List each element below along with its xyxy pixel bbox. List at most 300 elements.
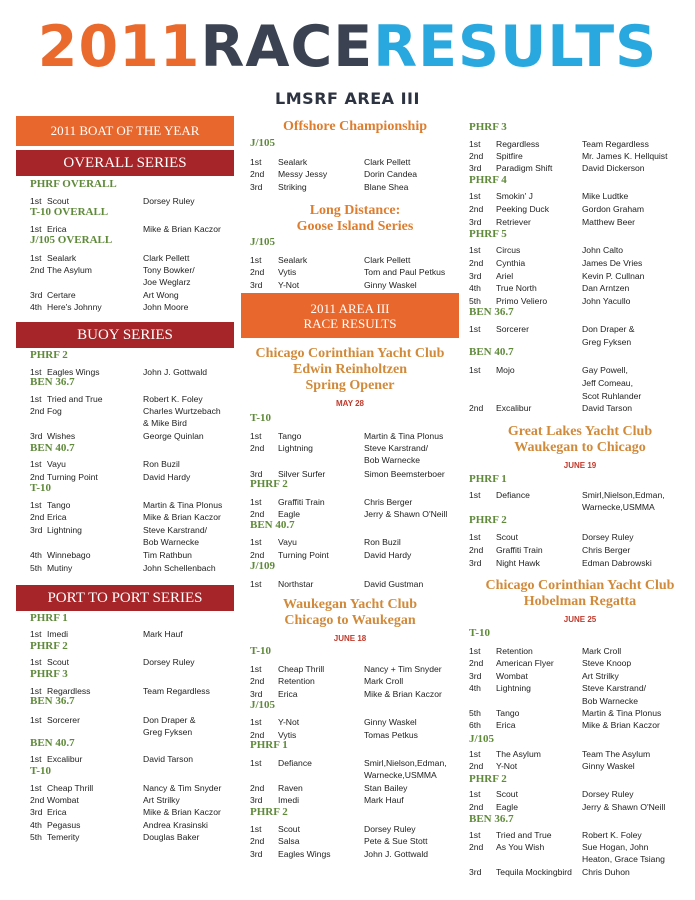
result-place: 4th [30,820,42,830]
class-heading: PHRF 3 [469,121,507,133]
result-crew: Edman Dabrowski [582,558,652,568]
result-place: 4th [30,302,42,312]
result-crew: Mike & Brian Kaczor [143,224,221,234]
result-crew: Clark Pellett [143,253,190,263]
result-boat-name: Regardless [47,686,91,696]
wk2chi-title [466,440,694,474]
result-crew: Blane Shea [364,182,409,192]
class-heading: PHRF 1 [469,473,507,485]
result-crew: John J. Gottwald [364,849,429,859]
result-crew: Charles Wurtzebach [143,406,221,416]
result-crew: Dorin Candea [364,169,418,179]
result-boat-name: Mojo [496,365,515,375]
date-badge: JUNE 19 [563,461,597,470]
result-place: 2nd [250,443,265,453]
header-subtitle: LMSRF AREA III [275,89,420,108]
result-place: 2nd [250,676,265,686]
result-boat-name: Primo Veliero [496,296,548,306]
result-place: 2nd [250,783,265,793]
date-badge: JUNE 18 [333,634,367,643]
chi2wk-title [240,613,460,647]
area-title-line1: 2011 AREA III [310,301,390,316]
ccyc-title: Chicago Corinthian Yacht Club [255,346,445,361]
result-crew: Team The Asylum [582,749,651,759]
result-place: 2nd [30,406,45,416]
result-place: 1st [30,253,42,263]
result-crew: Bob Warnecke [582,696,639,706]
goose-title: Goose Island Series [296,219,414,234]
result-crew: Warnecke,USMMA [582,502,655,512]
class-heading: PHRF 4 [469,174,507,186]
result-place: 2nd [469,658,484,668]
result-place: 1st [250,824,262,834]
result-crew: Bob Warnecke [364,455,421,465]
result-place: 1st [30,629,42,639]
result-place: 2nd [469,403,484,413]
result-place: 3rd [250,469,263,479]
class-heading: PHRF 5 [469,228,507,240]
result-boat-name: Eagles Wings [47,367,100,377]
result-boat-name: Vayu [47,459,66,469]
result-place: 1st [469,139,481,149]
result-boat-name: Erica [278,689,298,699]
result-place: 1st [469,830,481,840]
result-crew: Ron Buzil [143,459,180,469]
class-heading: J/105 [250,137,276,149]
result-place: 1st [250,717,262,727]
result-boat-name: Erica [47,512,67,522]
result-crew: Tom and Paul Petkus [364,267,446,277]
result-boat-name: Erica [496,720,516,730]
area-title-line2: RACE RESULTS [303,316,397,331]
result-crew: Chris Berger [364,497,413,507]
result-boat-name: Lightning [496,683,531,693]
result-place: 1st [30,500,42,510]
result-place: 1st [469,532,481,542]
result-crew: Martin & Tina Plonus [143,500,223,510]
result-crew: Dan Arntzen [582,283,630,293]
class-heading: PHRF 2 [469,514,507,526]
result-boat-name: Retriever [496,217,531,227]
result-boat-name: Eagle [496,802,518,812]
result-crew: Steve Knoop [582,658,632,668]
result-place: 1st [30,394,42,404]
result-boat-name: Scout [47,196,69,206]
result-boat-name: Here's Johnny [47,302,102,312]
result-crew: Sue Hogan, John [582,842,649,852]
result-boat-name: Regardless [496,139,540,149]
wyc-title: Waukegan Yacht Club [282,597,418,612]
result-crew: Scot Ruhlander [582,391,642,401]
result-boat-name: Wombat [496,671,528,681]
class-heading: T-10 [469,627,490,639]
result-boat-name: Night Hawk [496,558,540,568]
result-crew: Bob Warnecke [143,537,200,547]
result-place: 1st [250,157,262,167]
result-crew: Mike & Brian Kaczor [364,689,442,699]
class-heading: BEN 36.7 [30,376,75,388]
result-crew: Joe Weglarz [143,277,191,287]
result-place: 3rd [469,217,482,227]
offshore-title: Offshore Championship [282,119,428,134]
result-crew: Chris Berger [582,545,631,555]
result-crew: Mike & Brian Kaczor [143,807,221,817]
result-place: 3rd [250,182,263,192]
class-heading: PHRF 2 [250,806,288,818]
result-crew: Team Regardless [143,686,210,696]
result-place: 1st [469,789,481,799]
result-place: 5th [30,563,42,573]
class-heading: J/105 [469,733,495,745]
result-boat-name: Tried and True [496,830,552,840]
edwin-title: Edwin Reinholtzen [293,362,407,377]
class-heading: T-10 OVERALL [30,206,109,218]
chi2wk-title-text: Chicago to Waukegan [284,613,416,628]
result-crew: Douglas Baker [143,832,200,842]
result-boat-name: Erica [47,807,67,817]
result-boat-name: Fog [47,406,62,416]
result-crew: Dorsey Ruley [364,824,416,834]
result-boat-name: Mutiny [47,563,73,573]
result-place: 1st [469,646,481,656]
overall-series-banner: OVERALL SERIES [16,150,234,176]
result-crew: Dorsey Ruley [143,196,195,206]
result-place: 3rd [469,671,482,681]
result-place: 1st [250,537,262,547]
result-boat-name: Imedi [278,795,300,805]
result-crew: John J. Gottwald [143,367,208,377]
result-boat-name: Y-Not [278,280,300,290]
result-boat-name: The Asylum [47,265,92,275]
result-place: 3rd [469,867,482,877]
result-place: 3rd [30,807,43,817]
class-heading: PHRF 2 [250,478,288,490]
result-crew: Dorsey Ruley [582,789,634,799]
result-crew: Team Regardless [582,139,649,149]
result-place: 2nd [250,836,265,846]
result-boat-name: Sorcerer [496,324,529,334]
result-place: 3rd [469,271,482,281]
result-crew: Art Strilky [582,671,619,681]
result-place: 1st [30,657,42,667]
result-place: 2nd [250,169,265,179]
result-place: 2nd [469,258,484,268]
result-crew: Mike Ludtke [582,191,629,201]
result-boat-name: Cynthia [496,258,526,268]
result-boat-name: Wombat [47,795,79,805]
result-boat-name: Sorcerer [47,715,80,725]
result-place: 1st [250,664,262,674]
result-place: 1st [250,579,262,589]
result-boat-name: Silver Surfer [278,469,326,479]
result-boat-name: Peeking Duck [496,204,550,214]
result-place: 1st [250,431,262,441]
result-boat-name: Retention [496,646,533,656]
longdist-title: Long Distance: [309,203,401,218]
result-crew: Dorsey Ruley [582,532,634,542]
result-boat-name: Northstar [278,579,314,589]
result-place: 2nd [30,265,45,275]
result-crew: Steve Karstrand/ [143,525,208,535]
class-heading: PHRF 1 [30,612,68,624]
result-crew: Jerry & Shawn O'Neill [364,509,448,519]
result-place: 2nd [250,509,265,519]
result-place: 3rd [469,558,482,568]
result-place: 3rd [250,849,263,859]
class-heading: PHRF 2 [30,349,68,361]
result-crew: Mike & Brian Kaczor [582,720,660,730]
result-boat-name: Scout [496,532,518,542]
result-boat-name: Paradigm Shift [496,163,553,173]
result-place: 4th [469,683,481,693]
result-place: 1st [250,758,262,768]
class-heading: PHRF 2 [469,773,507,785]
result-boat-name: Temerity [47,832,80,842]
result-place: 1st [30,715,42,725]
class-heading: J/105 [250,236,276,248]
result-crew: Smirl,Nielson,Edman, [364,758,447,768]
result-crew: Clark Pellett [364,255,411,265]
result-place: 1st [250,497,262,507]
result-place: 6th [469,720,481,730]
result-crew: Simon Beemsterboer [364,469,445,479]
result-place: 3rd [250,795,263,805]
result-place: 2nd [250,730,265,740]
result-crew: Mark Croll [582,646,622,656]
class-heading: T-10 [250,645,271,657]
result-place: 5th [469,296,481,306]
result-boat-name: Certare [47,290,76,300]
buoy-series-banner: BUOY SERIES [16,322,234,348]
result-crew: & Mike Bird [143,418,187,428]
result-boat-name: Smokin' J [496,191,533,201]
class-heading: J/105 OVERALL [30,234,113,246]
result-crew: Robert K. Foley [143,394,203,404]
result-crew: James De Vries [582,258,643,268]
result-crew: John Calto [582,245,624,255]
wk2chi-title-text: Waukegan to Chicago [514,440,646,455]
result-boat-name: Striking [278,182,307,192]
result-boat-name: The Asylum [496,749,541,759]
class-heading: T-10 [30,482,51,494]
class-heading: J/105 [250,699,276,711]
result-crew: Mark Hauf [364,795,404,805]
result-boat-name: Y-Not [278,717,300,727]
result-boat-name: Tango [278,431,302,441]
result-crew: David Hardy [143,472,191,482]
result-boat-name: Turning Point [278,550,329,560]
result-place: 1st [469,324,481,334]
result-boat-name: Retention [278,676,315,686]
result-boat-name: Defiance [496,490,530,500]
result-place: 5th [30,832,42,842]
result-crew: Nancy + Tim Snyder [364,664,442,674]
result-boat-name: Sealark [47,253,77,263]
hobelman-title [466,594,694,628]
result-place: 1st [30,367,42,377]
result-boat-name: Tango [496,708,520,718]
result-boat-name: Cheap Thrill [278,664,325,674]
result-place: 5th [469,708,481,718]
result-crew: Ginny Waskel [364,280,417,290]
class-heading: BEN 36.7 [469,813,514,825]
result-boat-name: Eagles Wings [278,849,331,859]
result-crew: Ginny Waskel [582,761,635,771]
result-place: 3rd [30,290,43,300]
result-boat-name: As You Wish [496,842,545,852]
page-header [0,14,695,80]
result-place: 2nd [469,761,484,771]
result-crew: Heaton, Grace Tsiang [582,854,665,864]
result-place: 1st [469,245,481,255]
result-crew: Art Wong [143,290,179,300]
result-crew: Pete & Sue Stott [364,836,428,846]
result-crew: Jerry & Shawn O'Neill [582,802,666,812]
class-heading: PHRF 1 [250,739,288,751]
class-heading: BEN 40.7 [30,442,75,454]
class-heading: PHRF 2 [30,640,68,652]
port-series-banner: PORT TO PORT SERIES [16,585,234,611]
result-crew: Kevin P. Cullnan [582,271,645,281]
result-crew: Tony Bowker/ [143,265,195,275]
result-place: 4th [30,550,42,560]
result-place: 2nd [250,267,265,277]
result-crew: Ron Buzil [364,537,401,547]
class-heading: BEN 40.7 [469,346,514,358]
result-place: 3rd [30,525,43,535]
result-crew: Ginny Waskel [364,717,417,727]
result-crew: David Tarson [143,754,193,764]
result-boat-name: Lightning [278,443,313,453]
result-crew: Gay Powell, [582,365,628,375]
result-boat-name: Excalibur [47,754,83,764]
result-place: 1st [30,754,42,764]
result-boat-name: Tequila Mockingbird [496,867,572,877]
result-crew: Tim Rathbun [143,550,192,560]
boat-of-year-banner: 2011 BOAT OF THE YEAR [16,116,234,146]
result-place: 2nd [30,795,45,805]
result-boat-name: Y-Not [496,761,518,771]
result-boat-name: Vytis [278,730,297,740]
hobelman-title-text: Hobelman Regatta [523,594,637,609]
result-boat-name: Excalibur [496,403,532,413]
result-boat-name: Wishes [47,431,76,441]
result-boat-name: Turning Point [47,472,98,482]
result-place: 1st [469,749,481,759]
class-heading: T-10 [250,412,271,424]
result-boat-name: Erica [47,224,67,234]
result-place: 1st [30,783,42,793]
spring-title-text: Spring Opener [305,378,395,393]
result-crew: David Hardy [364,550,412,560]
class-heading: PHRF 3 [30,668,68,680]
class-heading: BEN 40.7 [250,519,295,531]
result-boat-name: Graffiti Train [278,497,325,507]
result-crew: David Gustman [364,579,424,589]
result-place: 2nd [30,472,45,482]
result-boat-name: Defiance [278,758,312,768]
result-crew: John Schellenbach [143,563,216,573]
result-boat-name: Vayu [278,537,297,547]
result-boat-name: Winnebago [47,550,91,560]
result-crew: Greg Fyksen [582,337,632,347]
result-crew: Martin & Tina Plonus [582,708,662,718]
result-crew: Andrea Krasinski [143,820,208,830]
result-boat-name: Circus [496,245,521,255]
result-place: 1st [30,459,42,469]
result-crew: Clark Pellett [364,157,411,167]
class-heading: T-10 [30,765,51,777]
result-boat-name: Eagle [278,509,300,519]
result-place: 2nd [30,512,45,522]
result-boat-name: True North [496,283,537,293]
result-place: 1st [469,365,481,375]
class-heading: BEN 36.7 [30,695,75,707]
result-place: 3rd [469,163,482,173]
header-results: RESULTS [373,14,658,80]
ccyc2-title: Chicago Corinthian Yacht Club [485,578,675,593]
result-boat-name: Scout [496,789,518,799]
result-place: 2nd [469,545,484,555]
result-crew: David Dickerson [582,163,645,173]
result-crew: Mark Hauf [143,629,183,639]
result-crew: Don Draper & [582,324,635,334]
class-heading: BEN 40.7 [30,737,75,749]
result-place: 1st [250,255,262,265]
header-year: 2011 [37,14,201,80]
result-crew: Martin & Tina Plonus [364,431,444,441]
result-boat-name: Messy Jessy [278,169,328,179]
result-crew: Chris Duhon [582,867,630,877]
header-race: RACE [200,14,374,80]
result-place: 3rd [30,431,43,441]
result-crew: David Tarson [582,403,632,413]
result-crew: Mark Croll [364,676,404,686]
result-place: 3rd [250,280,263,290]
result-boat-name: Sealark [278,255,308,265]
class-heading: PHRF OVERALL [30,178,117,190]
class-heading: BEN 36.7 [469,306,514,318]
result-boat-name: Ariel [496,271,514,281]
result-place: 1st [30,686,42,696]
result-crew: John Yacullo [582,296,631,306]
area-results-banner [241,293,459,338]
result-boat-name: Tried and True [47,394,103,404]
result-boat-name: Vytis [278,267,297,277]
result-place: 2nd [469,204,484,214]
result-crew: Warnecke,USMMA [364,770,437,780]
result-place: 3rd [250,689,263,699]
result-crew: Matthew Beer [582,217,636,227]
result-crew: Steve Karstrand/ [364,443,429,453]
result-crew: Robert K. Foley [582,830,642,840]
date-badge: MAY 28 [335,399,365,408]
result-crew: Smirl,Nielson,Edman, [582,490,665,500]
result-boat-name: American Flyer [496,658,554,668]
date-badge: JUNE 25 [563,615,597,624]
result-crew: Don Draper & [143,715,196,725]
result-crew: Stan Bailey [364,783,408,793]
result-boat-name: Tango [47,500,71,510]
spring-title [240,378,460,412]
result-boat-name: Raven [278,783,303,793]
result-crew: John Moore [143,302,189,312]
result-boat-name: Spitfire [496,151,523,161]
glyc-title: Great Lakes Yacht Club [507,424,653,439]
result-crew: Gordon Graham [582,204,645,214]
class-heading: J/109 [250,560,276,572]
result-crew: Greg Fyksen [143,727,193,737]
